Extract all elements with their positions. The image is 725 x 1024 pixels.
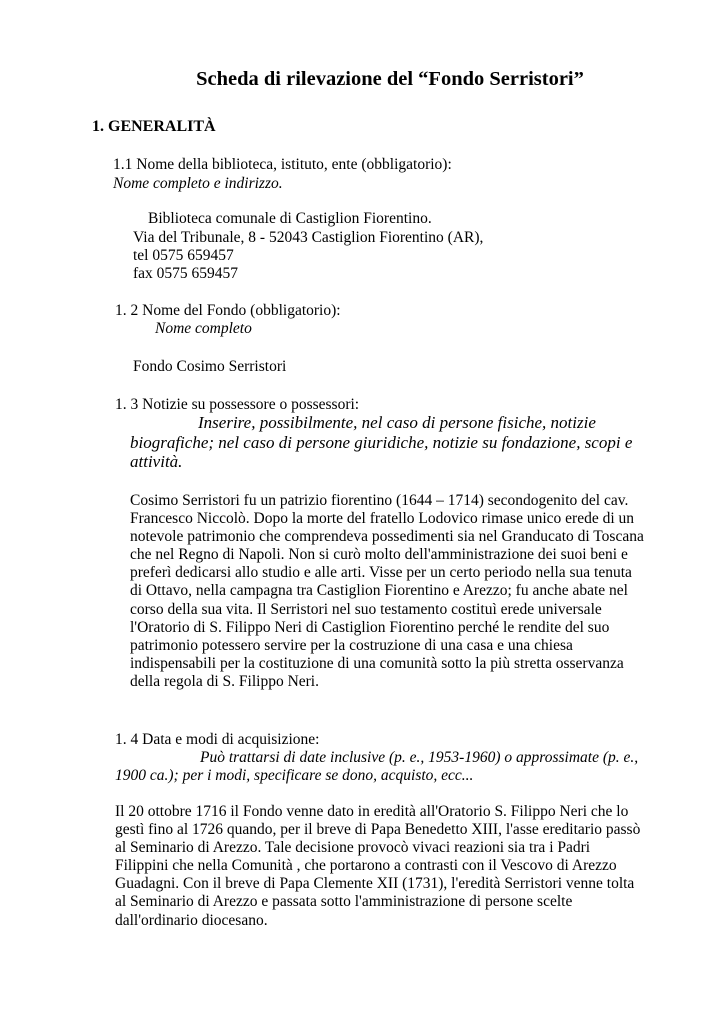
body-line: Il 20 ottobre 1716 il Fondo venne dato in eredità all'Oratorio S. Filippo Neri che lo [115,803,629,820]
item2-label: 1. 2 Nome del Fondo (obbligatorio): [115,302,341,319]
hint-line: 1900 ca.); per i modi, specificare se dono, acquisto, ecc... [115,767,474,785]
item4-label: 1. 4 Data e modi di acquisizione: [115,731,320,748]
body-line: della regola di S. Filippo Neri. [130,672,319,690]
acquisition-history [115,803,640,930]
body-line: al Seminario di Arezzo e passata sotto l'amministrazione di persone scelte [115,893,573,911]
body-line: che nel Regno di Napoli. Non si curò molto dell'amministrazione dei suoi beni e [130,546,628,564]
library-name: Biblioteca comunale di Castiglion Fiorentino. [148,210,432,227]
body-line: indispensabili per la costituzione di una comunità sotto la più stretta osservanza [130,654,624,672]
body-line: Filippini che nella Comunità , che portarono a contrasti con il Vescovo di Arezzo [115,857,617,875]
body-line: notevole patrimonio che comprendeva possedimenti sia nel Granducato di Toscana [130,528,644,546]
library-phone: tel 0575 659457 [133,247,234,264]
body-line: patrimonio potessero servire per la costruzione di una casa e una chiesa [130,636,573,654]
page-title: Scheda di rilevazione del “Fondo Serristori” [196,68,584,90]
owner-biography [130,492,644,691]
item3-hint [130,413,632,472]
hint-line: biografiche; nel caso di persone giuridiche, notizie su fondazione, scopi e [130,432,633,452]
body-line: dall'ordinario diocesano. [115,911,268,929]
body-line: preferì dedicarsi allo studio e alle arti. Visse per un certo periodo nella sua tenuta [130,564,632,582]
body-line: al Seminario di Arezzo. Tale decisione provocò vivaci reazioni sia tra i Padri [115,839,591,857]
hint-line: attività. [130,452,183,471]
body-line: corso della sua vita. Il Serristori nel suo testamento costituì erede universale [130,600,602,618]
hint-line: Inserire, possibilmente, nel caso di persone fisiche, notizie [198,413,596,432]
body-line: Francesco Niccolò. Dopo la morte del fratello Lodovico rimase unico erede di un [130,510,635,528]
item1-hint: Nome completo e indirizzo. [113,175,283,192]
library-address: Via del Tribunale, 8 - 52043 Castiglion Fiorentino (AR), [133,229,484,246]
item1-label: 1.1 Nome della biblioteca, istituto, ente (obbligatorio): [113,156,452,173]
item2-hint: Nome completo [155,320,252,337]
item3-label: 1. 3 Notizie su possessore o possessori: [115,396,360,413]
section-heading-generalita: 1. GENERALITÀ [92,118,216,135]
fund-name: Fondo Cosimo Serristori [133,358,287,375]
body-line: l'Oratorio di S. Filippo Neri di Castiglion Fiorentino perché le rendite del suo [130,618,610,636]
body-line: gestì fino al 1726 quando, per il breve di Papa Benedetto XIII, l'asse ereditario passò [115,821,641,839]
hint-line: Può trattarsi di date inclusive (p. e., 1953-1960) o approssimate (p. e., [200,749,639,766]
item4-hint [115,749,638,785]
body-line: Cosimo Serristori fu un patrizio fiorentino (1644 – 1714) secondogenito del cav. [130,492,629,509]
library-fax: fax 0575 659457 [133,265,239,282]
body-line: Guadagni. Con il breve di Papa Clemente XII (1731), l'eredità Serristori venne tolta [115,875,635,893]
body-line: di Ottavo, nella campagna tra Castiglion Fiorentino e Arezzo; fu anche abate nel [130,582,628,600]
